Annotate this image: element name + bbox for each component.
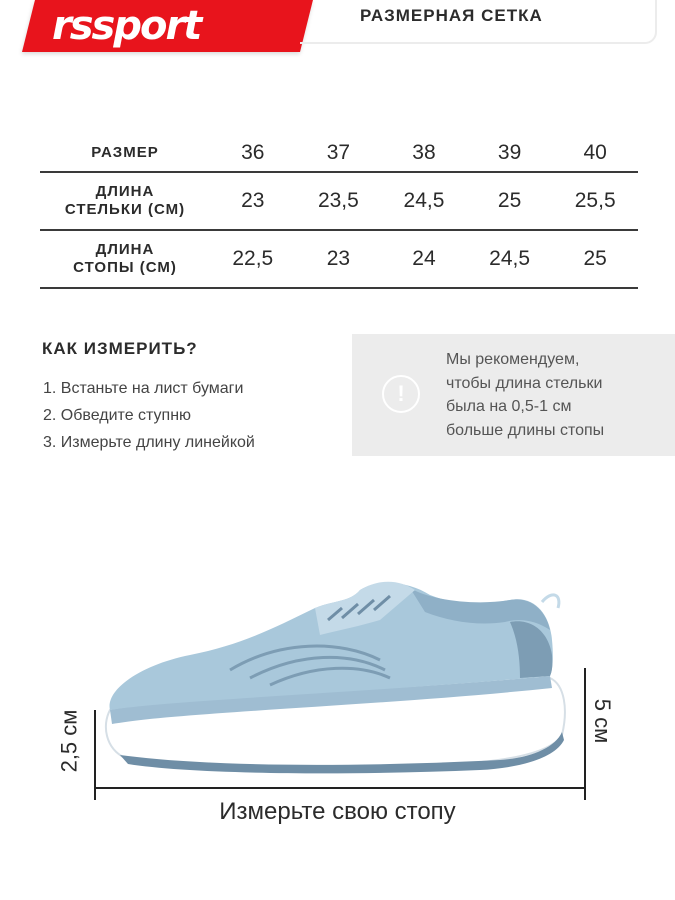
table-cell: 24 [381,230,467,288]
table-cell: 25,5 [552,172,638,230]
exclamation-icon: ! [382,375,420,413]
table-cell: 24,5 [467,230,553,288]
row-label: ДЛИНА СТЕЛЬКИ (СМ) [40,172,210,230]
table-cell: 36 [241,140,265,164]
table-cell: 37 [326,140,351,164]
table-row [40,230,638,288]
row-label: РАЗМЕР [91,143,159,161]
table-row [40,172,638,230]
table-cell: 40 [583,140,607,164]
heel-height-label: 2,5 см [56,709,82,773]
table-cell: 24,5 [381,172,467,230]
size-table [40,126,638,289]
table-cell: 23,5 [296,172,382,230]
list-item: 1. Встаньте на лист бумаги [43,380,244,397]
tip-text: Мы рекомендуем, чтобы длина стельки была на 0,5-1 см больше длины стопы [446,351,605,439]
table-cell: 25 [467,172,553,230]
tip-box [352,334,675,456]
sneaker-heel-loop [542,595,559,608]
table-cell: 23 [210,172,296,230]
how-to-steps [43,376,255,457]
list-item: 3. Измерьте длину линейкой [43,434,255,451]
row-label: ДЛИНА СТОПЫ (СМ) [40,230,210,288]
platform-height-label: 5 см [590,698,616,744]
page-title: РАЗМЕРНАЯ СЕТКА [360,6,543,25]
table-cell: 38 [412,140,436,164]
measure-caption: Измерьте свою стопу [219,798,456,825]
table-cell: 25 [552,230,638,288]
table-cell: 23 [296,230,382,288]
sneaker-illustration [80,560,600,800]
how-to-title: КАК ИЗМЕРИТЬ? [42,339,198,358]
brand-logo[interactable]: rssport [52,3,201,49]
table-row [40,126,638,172]
table-cell: 39 [497,140,522,164]
table-cell: 22,5 [210,230,296,288]
list-item: 2. Обведите ступню [43,407,192,424]
